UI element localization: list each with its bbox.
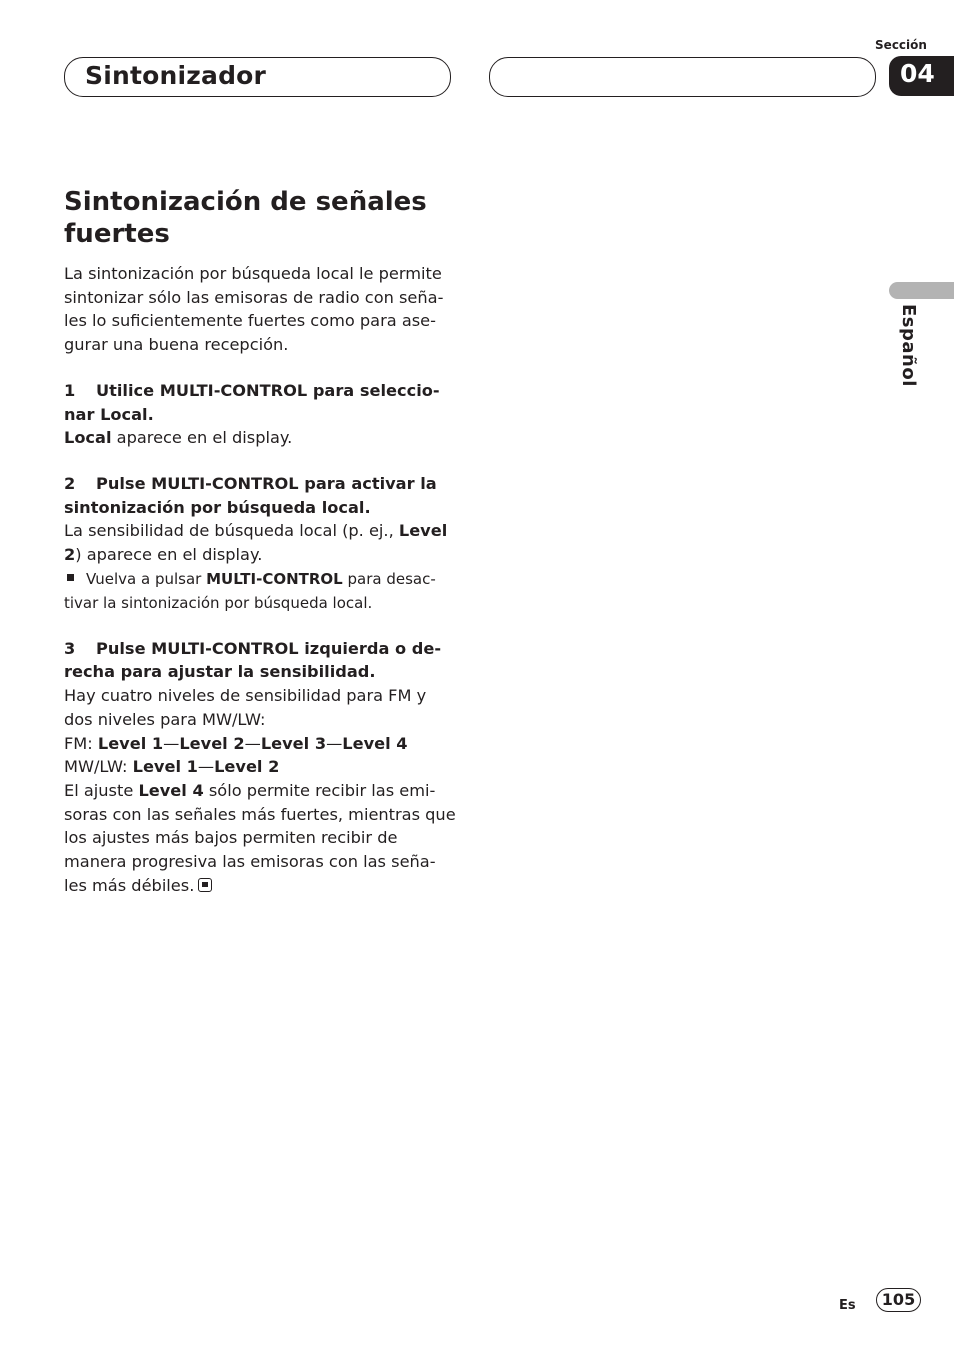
step-title-text: Pulse MULTI-CONTROL izquierda o de-recha para ajustar la sensibilidad. [64, 638, 442, 682]
step-2-body [64, 519, 456, 566]
step-3-title [64, 637, 456, 684]
note-text: Vuelva a pulsar [86, 569, 207, 588]
fm-label: FM: [64, 733, 98, 753]
separator: — [326, 733, 343, 753]
note-text: para desac-tivar la sintonización por búsqueda local. [64, 569, 436, 612]
header-title: Sintonizador [85, 61, 267, 90]
body-text: aparece en el display. [111, 428, 293, 448]
article-intro: La sintonización por búsqueda local le permite sintonizar sólo las emisoras de radio con seña-les lo suficientemente fuertes como para ase-gurar una buena recepción. [64, 264, 444, 355]
separator: — [244, 733, 261, 753]
fm-levels-line [64, 732, 456, 756]
mw-label: MW/LW: [64, 757, 133, 777]
body-text: La sensibilidad de búsqueda local (p. ej., [64, 521, 399, 541]
step-title-text: Pulse MULTI-CONTROL para activar la sintonización por búsqueda local. [64, 473, 437, 517]
step-title-text: Utilice MULTI-CONTROL para seleccio-nar Local. [64, 380, 440, 424]
level-value: Level 2 [179, 733, 245, 753]
mw-levels-line [64, 755, 456, 779]
step-1-title [64, 379, 456, 426]
header-title-frame [64, 57, 451, 97]
language-label: Español [898, 304, 919, 387]
bold-term: Local [64, 428, 112, 448]
section-label: Sección [875, 38, 927, 52]
bold-term: MULTI-CONTROL [206, 569, 343, 588]
section-number: 04 [900, 59, 935, 88]
bullet-square-icon [67, 574, 74, 581]
step-3-body: Hay cuatro niveles de sensibilidad para FM y dos niveles para MW/LW: [64, 686, 427, 729]
step-2-title [64, 472, 456, 519]
end-of-section-icon [198, 878, 212, 892]
body-text: El ajuste [64, 780, 139, 800]
step-number: 2 [64, 473, 76, 493]
bold-term: Level 4 [138, 780, 204, 800]
language-tab [889, 282, 954, 299]
step-number: 1 [64, 380, 76, 400]
article [64, 186, 456, 897]
level-value: Level 3 [260, 733, 327, 753]
step-3-detail [64, 779, 456, 898]
separator: — [163, 733, 180, 753]
separator: — [197, 757, 215, 777]
bold-term: Level 2 [64, 521, 448, 565]
step-1-body [64, 426, 456, 450]
step-number: 3 [64, 638, 76, 658]
body-text: ) aparece en el display. [75, 545, 263, 565]
level-value: Level 4 [342, 733, 408, 753]
article-heading: Sintonización de señales fuertes [64, 187, 427, 249]
page-number: 105 [876, 1288, 921, 1312]
level-value: Level 2 [214, 757, 280, 777]
level-value: Level 1 [132, 757, 198, 777]
body-text: sólo permite recibir las emi-soras con las señales más fuertes, mientras que los ajustes más bajos permiten recibir de manera progresiva las emisoras con las seña-les más débiles. [64, 780, 456, 895]
level-value: Level 1 [97, 733, 164, 753]
header-blank-frame [489, 57, 876, 97]
step-2-note [64, 567, 456, 615]
footer-language-code: Es [839, 1298, 856, 1313]
